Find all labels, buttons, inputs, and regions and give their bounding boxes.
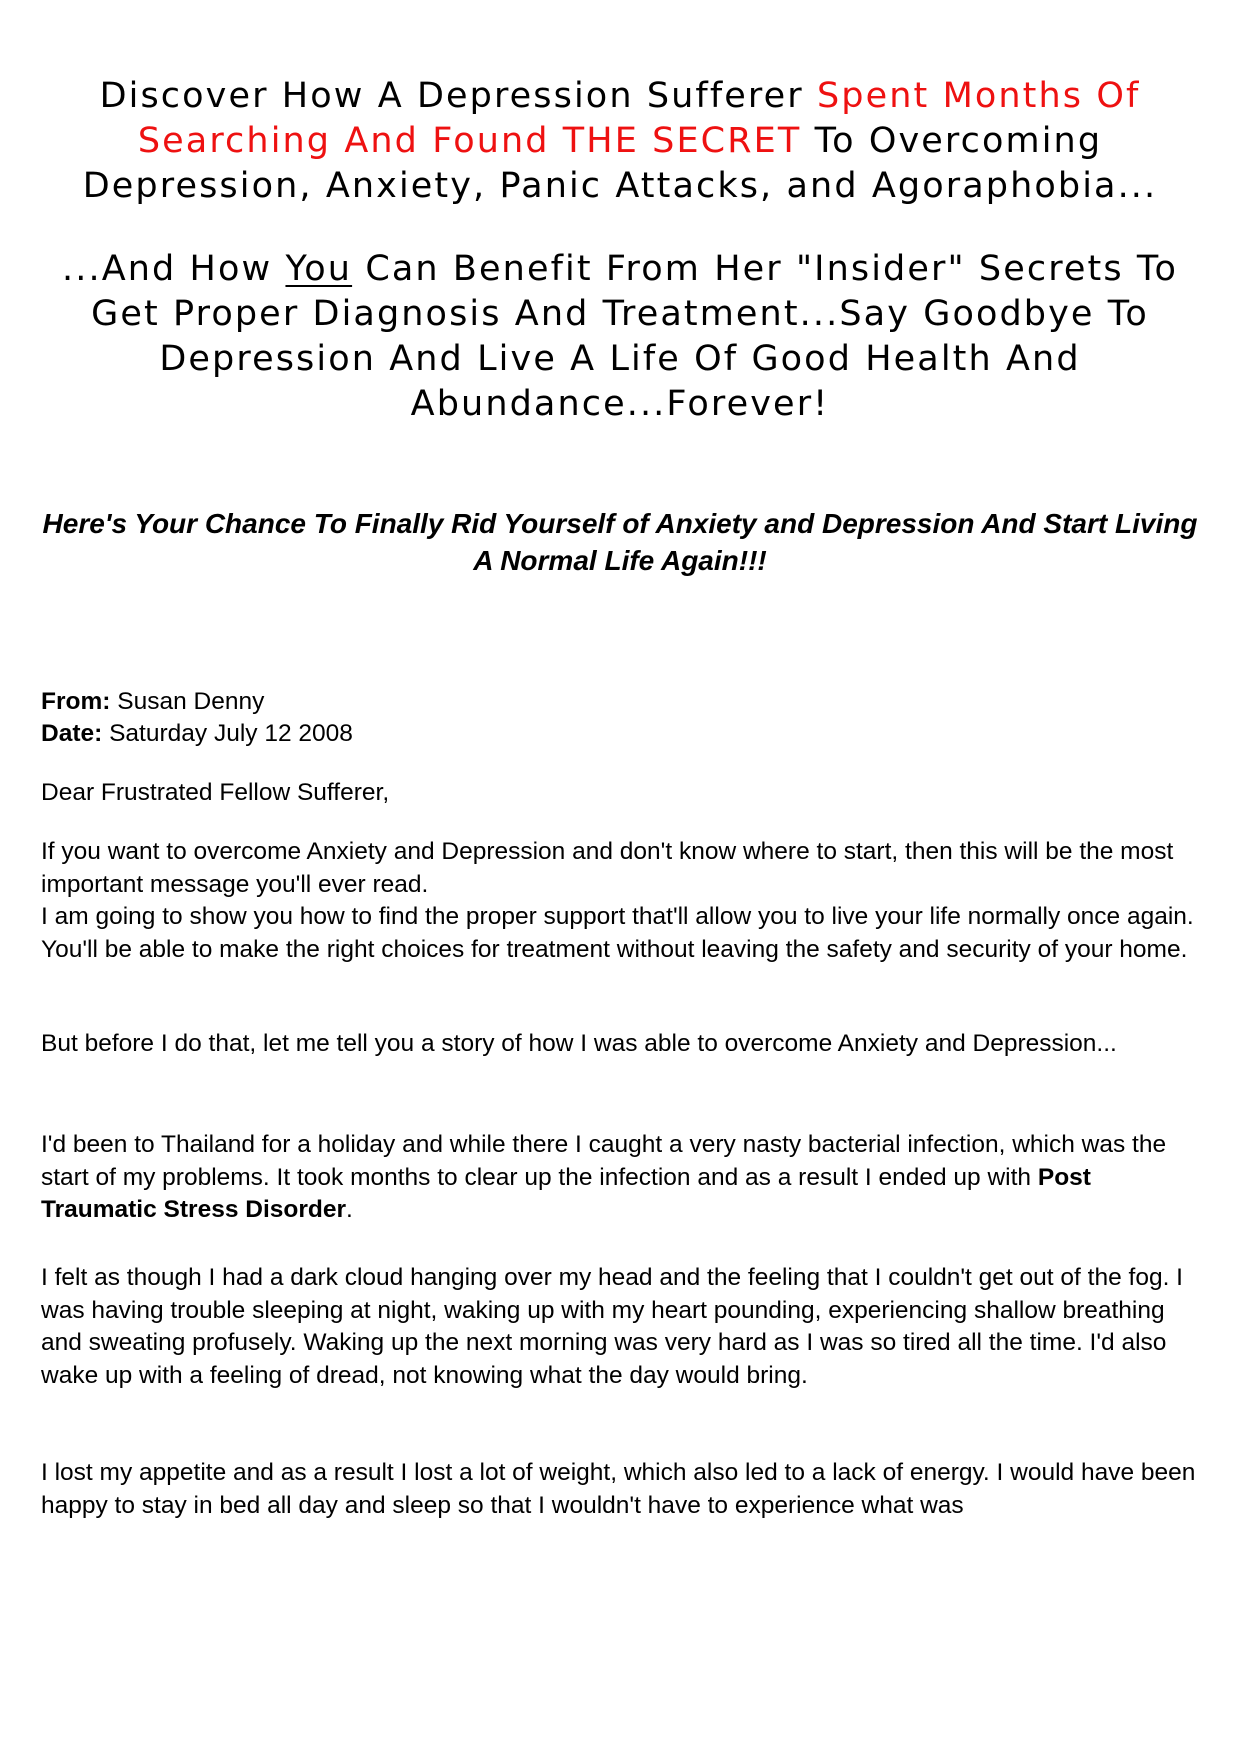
date-label: Date:	[41, 720, 103, 747]
paragraph-intro-line-2: I am going to show you how to find the proper support that'll allow you to live your life normally once again. You'll be able to make the right choices for treatment without leaving the safety and security of your home.	[41, 903, 1194, 963]
paragraph-symptoms: I felt as though I had a dark cloud hanging over my head and the feeling that I couldn't get out of the fog. I was having trouble sleeping at night, waking up with my heart pounding, experiencing shallow breathing and sweating profusely. Waking up the next morning was very hard as I was so tired all the time. I'd also wake up with a feeling of dread, not knowing what the day would bring.	[41, 1264, 1183, 1389]
tagline: Here's Your Chance To Finally Rid Yourself of Anxiety and Depression And Start Living A Normal Life Again!!!	[42, 508, 1198, 576]
paragraph-intro-line-1: If you want to overcome Anxiety and Depression and don't know where to start, then this will be the most important message you'll ever read.	[41, 838, 1174, 898]
paragraph-thailand	[41, 1129, 1211, 1227]
paragraph-appetite: I lost my appetite and as a result I lost a lot of weight, which also led to a lack of energy. I would have been happy to stay in bed all day and sleep so that I wouldn't have to experience what was	[41, 1459, 1196, 1519]
ptsd-bold-text: Post Traumatic Stress Disorder	[41, 1163, 1091, 1223]
paragraph-thailand-end: .	[346, 1196, 353, 1223]
subheadline-part-2: Can Benefit From Her "Insider" Secrets To Get Proper Diagnosis And Treatment...Say Goodbye To Depression And Live A Life Of Good Health And Abundance...Forever!	[91, 249, 1178, 424]
headline-highlight: Spent Months Of Searching And Found THE SECRET	[137, 76, 1141, 161]
date-value: Saturday July 12 2008	[102, 720, 353, 747]
greeting: Dear Frustrated Fellow Sufferer,	[41, 779, 390, 806]
meta-date	[41, 718, 1211, 751]
from-value: Susan Denny	[110, 688, 265, 715]
paragraph-intro	[41, 836, 1211, 966]
headline-part-3: To Overcoming Depression, Anxiety, Panic Attacks, and Agoraphobia...	[82, 121, 1158, 206]
main-headline	[40, 74, 1200, 209]
subheadline-part-1: ...And How	[62, 249, 286, 289]
subheadline-underlined-you: You	[285, 249, 353, 289]
from-label: From:	[41, 688, 111, 715]
headline-part-1: Discover How A Depression Sufferer	[99, 76, 817, 116]
paragraph-thailand-start: I'd been to Thailand for a holiday and while there I caught a very nasty bacterial infection, which was the start of my problems. It took months to clear up the infection and as a result I ended up with	[41, 1131, 1167, 1191]
paragraph-story-lead: But before I do that, let me tell you a story of how I was able to overcome Anxiety and Depression...	[41, 1030, 1117, 1057]
meta-from	[41, 686, 1211, 719]
sub-headline	[40, 247, 1200, 427]
